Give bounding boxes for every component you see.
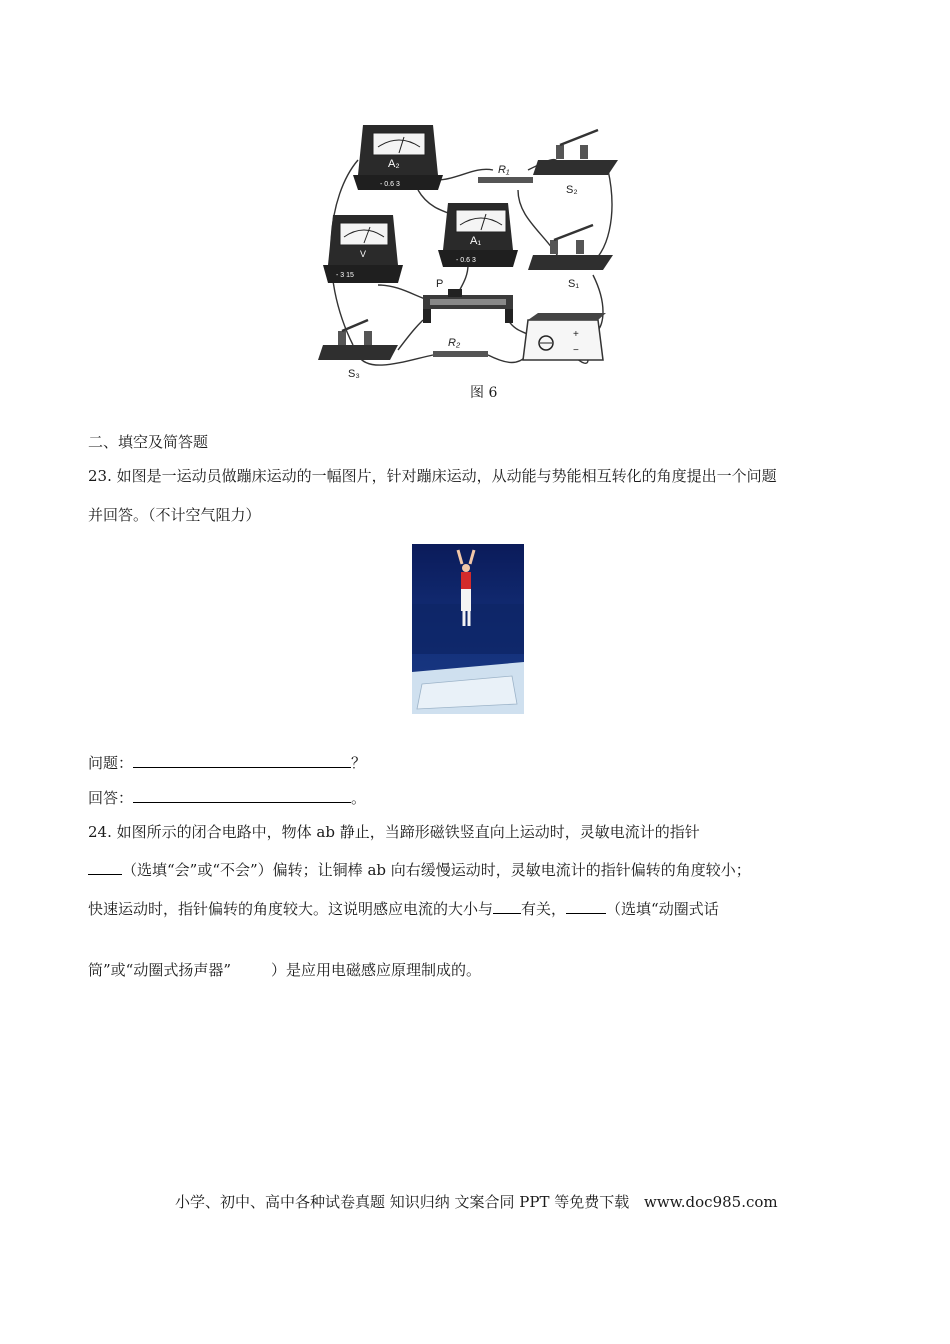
question-blank[interactable] — [133, 753, 351, 768]
resistor-r1 — [478, 164, 533, 183]
q23-line2: 并回答。（不计空气阻力） — [88, 506, 261, 524]
p-label: P — [436, 278, 444, 290]
footer-url[interactable]: www.doc985.com — [644, 1193, 778, 1211]
answer-label: 回答： — [88, 789, 134, 807]
ammeter-a2 — [353, 125, 443, 190]
switch-s2 — [533, 130, 618, 196]
section-title: 二、填空及简答题 — [88, 433, 209, 451]
a2-label: A₂ — [388, 158, 400, 170]
q24-line3 — [88, 899, 719, 919]
a1-label: A₁ — [470, 235, 482, 247]
question-label: 问题： — [88, 754, 134, 772]
v-label: V — [360, 249, 367, 259]
r2-label: R₂ — [448, 337, 461, 349]
voltmeter — [323, 215, 403, 283]
athlete-image — [412, 544, 524, 714]
q24-blank-3[interactable] — [566, 899, 606, 914]
q24-line2 — [88, 860, 751, 880]
q24-line4-part2: ）是应用电磁感应原理制成的。 — [271, 961, 482, 979]
trampoline-photo — [412, 544, 524, 714]
circuit-figure — [318, 115, 618, 405]
v-scale: - 3 15 — [336, 272, 354, 279]
r1-label: R₁ — [498, 164, 510, 176]
s3-label: S₃ — [348, 368, 360, 380]
resistor-r2 — [433, 337, 488, 357]
q24-line3-part3: （选填“动圈式话 — [606, 900, 719, 918]
q23-line1: 23. 如图是一运动员做蹦床运动的一幅图片，针对蹦床运动，从动能与势能相互转化的角度提出一个问题 — [88, 467, 777, 485]
rheostat — [423, 278, 513, 323]
a2-scale: - 0.6 3 — [380, 181, 400, 188]
q23-answer-line — [88, 788, 366, 808]
q24-line3-part2: 有关， — [521, 900, 567, 918]
q24-line4-part1: 筒”或“动圈式扬声器” — [88, 961, 232, 979]
footer — [175, 1192, 778, 1212]
q24-line2-text: （选填“会”或“不会”）偏转；让铜棒 ab 向右缓慢运动时，灵敏电流计的指针偏转的角度较小； — [122, 861, 751, 879]
answer-blank[interactable] — [133, 788, 351, 803]
q24-line4 — [88, 960, 481, 980]
q24-blank-2[interactable] — [493, 899, 521, 914]
svg-text:−: − — [573, 345, 579, 356]
question-end: ？ — [351, 754, 367, 772]
battery-box — [523, 313, 606, 360]
q24-blank-1[interactable] — [88, 860, 122, 875]
s2-label: S₂ — [566, 184, 578, 196]
footer-text: 小学、初中、高中各种试卷真题 知识归纳 文案合同 PPT 等免费下载 — [175, 1193, 630, 1211]
q24-line3-part1: 快速运动时，指针偏转的角度较大。这说明感应电流的大小与 — [88, 900, 494, 918]
circuit-drawing — [318, 115, 618, 405]
q24-line1: 24. 如图所示的闭合电路中，物体 ab 静止，当蹄形磁铁竖直向上运动时，灵敏电流计的指针 — [88, 823, 700, 841]
q23-question-line — [88, 753, 366, 773]
ammeter-a1 — [438, 203, 518, 267]
answer-end: 。 — [351, 789, 367, 807]
switch-s3 — [318, 320, 398, 380]
s1-label: S₁ — [568, 278, 580, 290]
svg-text:+: + — [573, 329, 579, 340]
figure-caption: 图 6 — [470, 385, 498, 401]
a1-scale: - 0.6 3 — [456, 257, 476, 264]
